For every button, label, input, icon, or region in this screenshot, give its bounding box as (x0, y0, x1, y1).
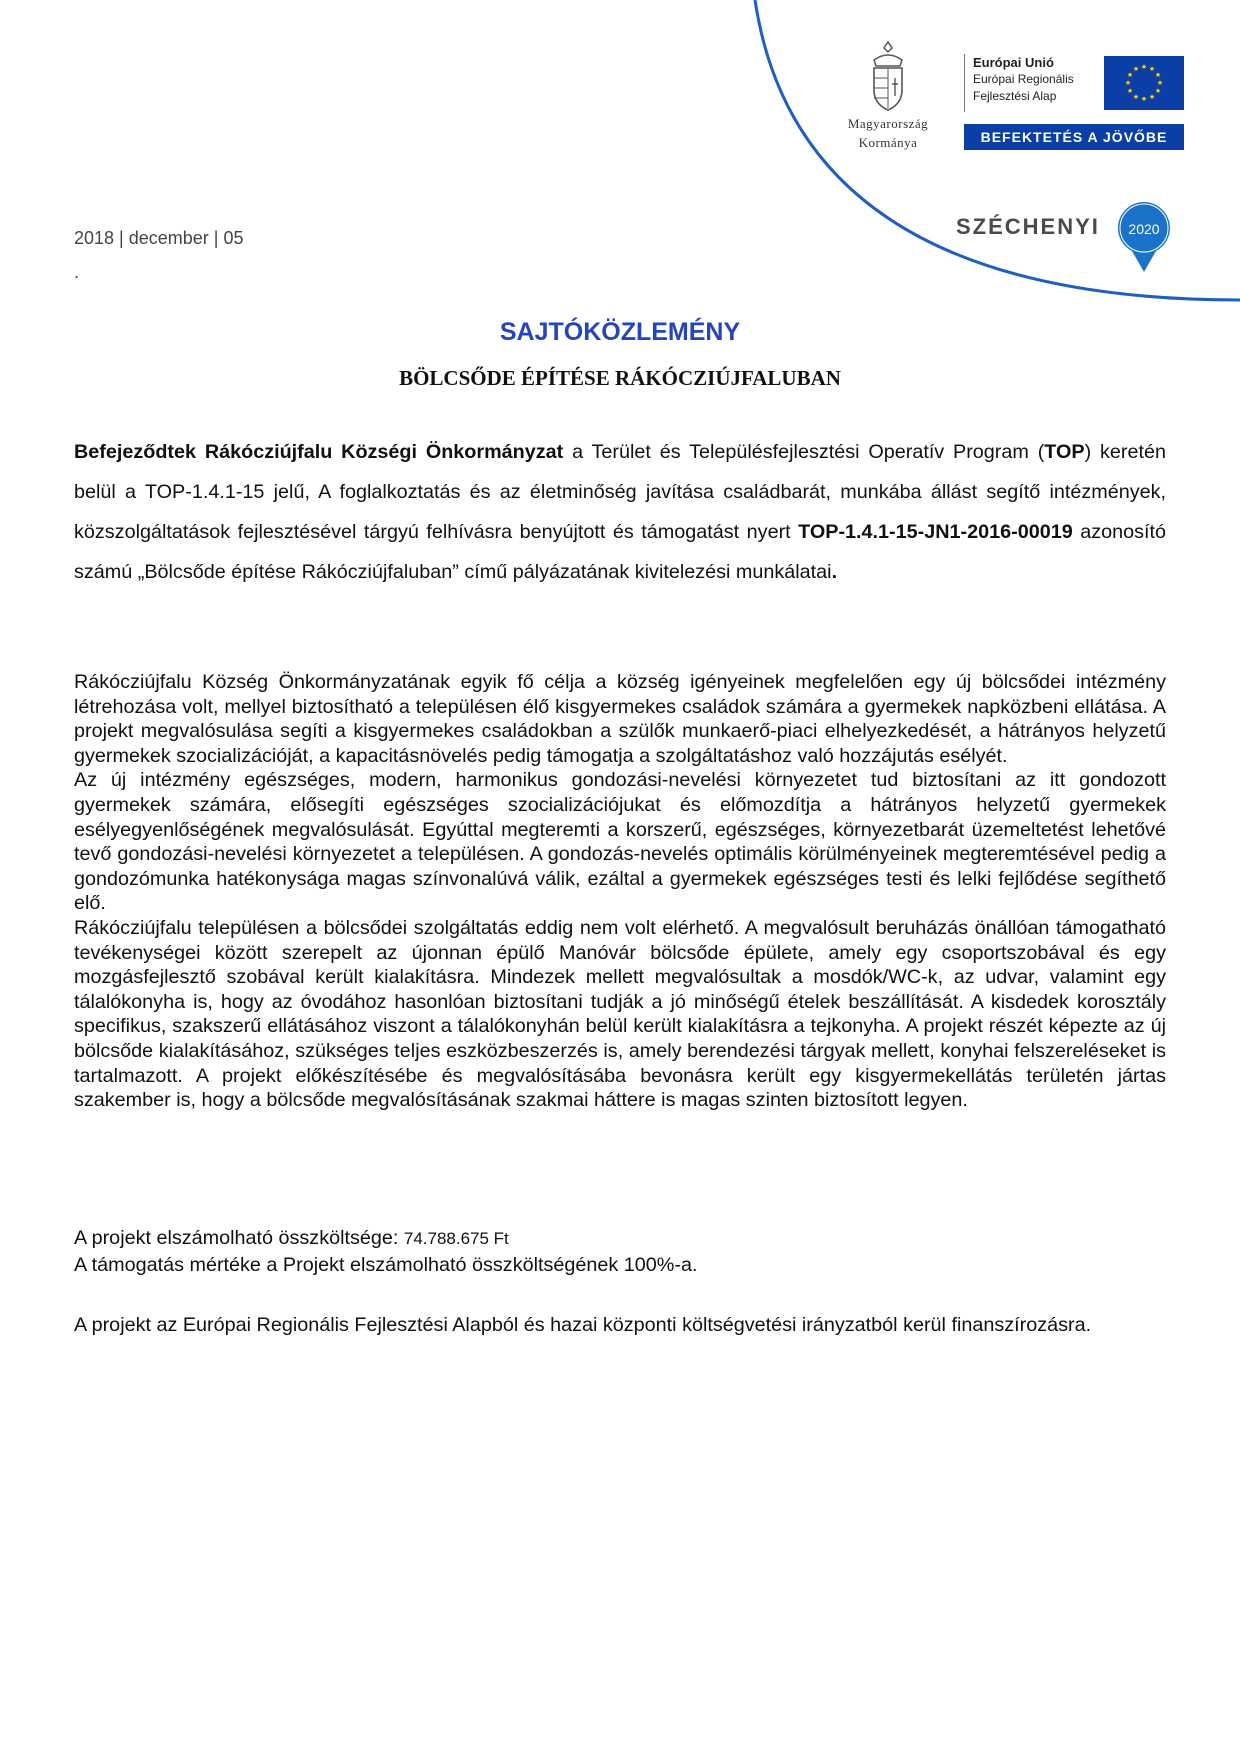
support-rate: A támogatás mértéke a Projekt elszámolható összköltségének 100%-a. (74, 1254, 698, 1276)
page-subtitle: BÖLCSŐDE ÉPÍTÉSE RÁKÓCZIÚJFALUBAN (399, 366, 841, 390)
svg-text:★: ★ (1154, 87, 1162, 95)
svg-text:★: ★ (1124, 79, 1132, 87)
date-dot: . (74, 262, 80, 282)
svg-text:★: ★ (1140, 63, 1148, 71)
szechenyi-badge-icon (1116, 200, 1172, 274)
cost-line (74, 1225, 1166, 1252)
project-costs (74, 1225, 1166, 1278)
lead-paragraph (74, 432, 1166, 592)
svg-text:★: ★ (1148, 93, 1156, 101)
gov-logo-line1: Magyarország (847, 116, 929, 131)
svg-text:★: ★ (1148, 65, 1156, 73)
gov-logo-line2: Kormánya (858, 135, 918, 150)
svg-text:★: ★ (1154, 71, 1162, 79)
szechenyi-word: SZÉCHENYI (956, 214, 1100, 239)
eu-logo-text (964, 54, 1096, 112)
body-paragraph: Rákócziújfalu Község Önkormányzatának egyik fő célja a község igényeinek megfelelően egy új bölcsődei intézmény létrehozása volt, mellyel biztosítható a településen élő kisgyermekes családok számára a gyermekek napközbeni ellátása. A projekt megvalósulása segíti a kisgyermekes családokban a szülők munkaerő-piaci elhelyezkedését, a hátrányos helyzetű gyermekek szocializációját, a kapacitásnövelés pedig támogatja a szolgáltatáshoz való hozzájutás esélyét. (74, 671, 1166, 767)
lead-bold-3: TOP-1.4.1-15-JN1-2016-00019 (798, 521, 1073, 543)
cost-amount: 74.788.675 Ft (403, 1229, 509, 1248)
release-date: 2018 | december | 05 (74, 228, 244, 248)
cost-label: A projekt elszámolható összköltsége: (74, 1227, 404, 1249)
coat-of-arms-icon (866, 40, 910, 112)
page-title: SAJTÓKÖZLEMÉNY (499, 318, 741, 346)
lead-text-2: ) keretén belül a TOP-1.4.1-15 jelű, A foglalkoztatás és az életminőség javítása családbarát, munkába állást segítő intézmények, közszolgáltatások fejlesztésével tárgyú felhívásra benyújtott és támogatást nyert (74, 441, 1166, 543)
eu-logo-line3: Fejlesztési Alap (973, 89, 1057, 103)
lead-bold-4: . (831, 561, 838, 583)
eu-flag-icon (1104, 56, 1184, 110)
eu-logo-line2: Európai Regionális (973, 72, 1074, 86)
svg-text:★: ★ (1132, 65, 1140, 73)
szechenyi-2020-logo (956, 200, 1176, 280)
body-paragraph: Az új intézmény egészséges, modern, harmonikus gondozási-nevelési környezetet tud biztosítani az itt gondozott gyermekek számára, elősegíti egészséges szocializációjukat és előmozdítja a hátrányos helyzetű gyermekek esélyegyenlőségének megvalósulását. Egyúttal megteremti a korszerű, egészséges, környezetbarát üzemeltetést lehetővé tevő gondozási-nevelési környezetet a településen. A gondozás-nevelés optimális körülményeinek megteremtésével pedig a gondozómunka hatékonysága magas színvonalúvá válik, ezáltal a gyermekek egészséges testi és lelki fejlődése segíthető elő. (74, 769, 1166, 915)
lead-text-3: azonosító számú „Bölcsőde építése Rákócziújfaluban” című pályázatának kivitelezési munkálatai (74, 521, 1166, 583)
funding-statement: A projekt az Európai Regionális Fejlesztési Alapból és hazai központi költségvetési irányzatból kerül finanszírozásra. (74, 1314, 1092, 1336)
eu-logo-banner: BEFEKTETÉS A JÖVŐBE (964, 124, 1184, 150)
eu-logo-title: Európai Unió (973, 55, 1054, 70)
lead-bold-1: Befejeződtek Rákócziújfalu Községi Önkormányzat (74, 441, 564, 463)
svg-text:★: ★ (1126, 87, 1134, 95)
svg-text:★: ★ (1126, 71, 1134, 79)
body-paragraph: Rákócziújfalu településen a bölcsődei szolgáltatás eddig nem volt elérhető. A megvalósult beruházás önállóan támogatható tevékenységei között szerepelt az újonnan épülő Manóvár bölcsőde épülete, amely egy csoportszobával és egy mozgásfejlesztő szobával került kialakításra. Mindezek mellett megvalósultak a mosdók/WC-k, az udvar, valamint egy tálalókonyha is, hogy az óvodához hasonlóan biztosítani tudják a jó minőségű ételek beszállítását. A kisdedek korosztály specifikus, szakszerű ellátásához viszont a tálalókonyhán belül került kialakításra a tejkonyha. A projekt részét képezte az új bölcsőde kialakításához, szükséges teljes eszközbeszerzés is, amely berendezési tárgyak mellett, konyhai felszereléseket is tartalmazott. A projekt előkészítésébe és megvalósításába bevonásra került egy kisgyermekellátás területén jártas szakember is, hogy a bölcsőde megvalósításának szakmai háttere is magas szinten biztosított legyen. (74, 916, 1166, 1112)
body-text (74, 670, 1166, 1113)
svg-text:★: ★ (1140, 95, 1148, 103)
lead-bold-2: TOP (1044, 441, 1085, 463)
svg-text:★: ★ (1132, 93, 1140, 101)
lead-text-1: a Terület és Településfejlesztési Operatív Program ( (563, 441, 1045, 463)
svg-text:★: ★ (1156, 79, 1164, 87)
hungarian-government-logo (828, 40, 948, 150)
szechenyi-year: 2020 (1128, 221, 1160, 237)
